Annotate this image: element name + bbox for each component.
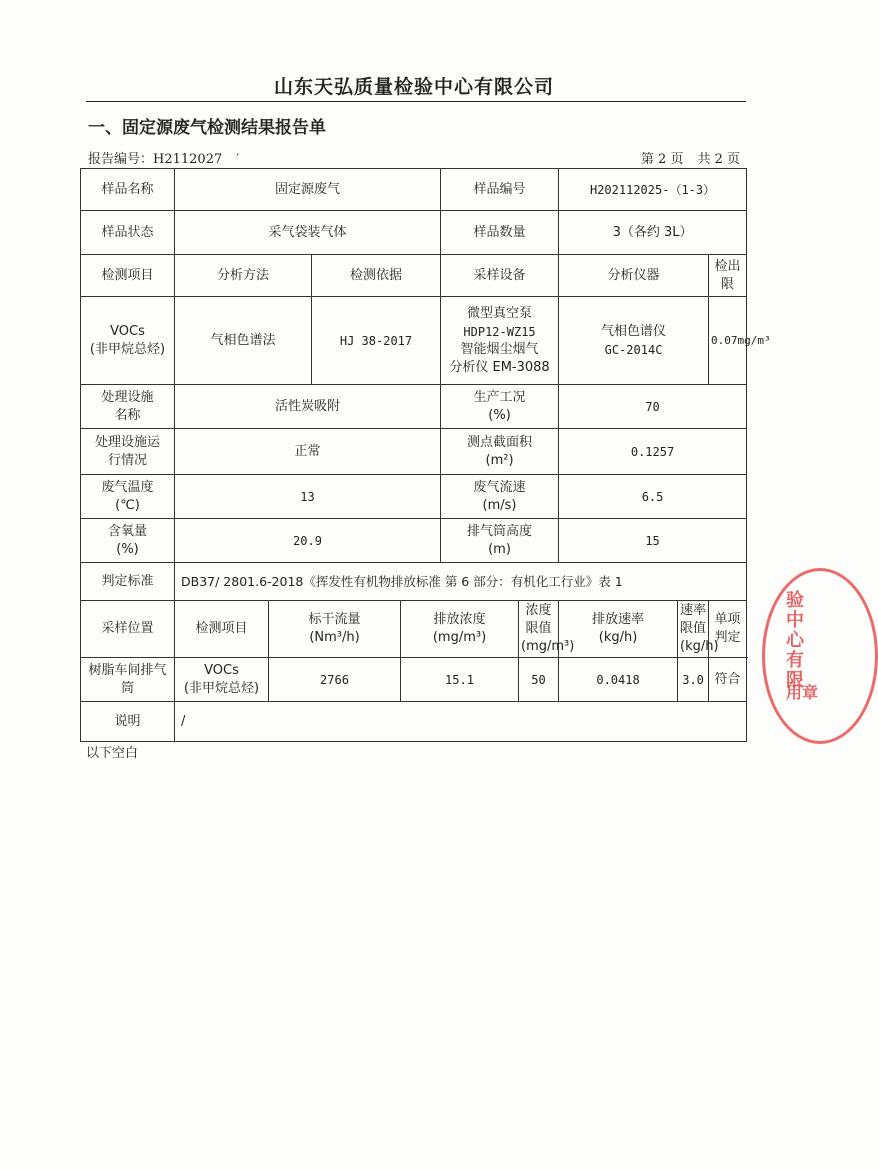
result-header: 排放速率 (kg/h): [559, 601, 678, 658]
result-header: 标干流量 (Nm³/h): [269, 601, 401, 658]
sampling-equipment: 微型真空泵 HDP12-WZ15 智能烟尘烟气 分析仪 EM-3088: [441, 297, 559, 385]
rate-limit: 3.0: [678, 658, 709, 702]
temperature-value: 13: [175, 475, 441, 519]
result-header: 排放浓度 (mg/m³): [401, 601, 519, 658]
method-header: 检测依据: [312, 255, 441, 297]
operation-value: 正常: [175, 429, 441, 475]
sample-name-label: 样品名称: [81, 169, 175, 211]
standard-value: DB37/ 2801.6-2018《挥发性有机物排放标准 第 6 部分：有机化工行业》表 1: [175, 563, 747, 601]
result-header: 单项 判定: [709, 601, 747, 658]
method-header: 检出限: [709, 255, 747, 297]
method-basis: HJ 38-2017: [312, 297, 441, 385]
temperature-label: 废气温度 (℃): [81, 475, 175, 519]
method-row: [81, 297, 747, 385]
operation-row: [81, 429, 747, 475]
report-number: 报告编号：H2112027 ′: [88, 152, 240, 167]
workload-value: 70: [559, 385, 747, 429]
facility-label: 处理设施 名称: [81, 385, 175, 429]
sample-name-row: [81, 169, 747, 211]
oxygen-value: 20.9: [175, 519, 441, 563]
height-value: 15: [559, 519, 747, 563]
workload-label: 生产工况 (%): [441, 385, 559, 429]
organization-name: 山东天弘质量检验中心有限公司: [273, 76, 554, 98]
sample-state-row: [81, 211, 747, 255]
oxygen-row: [81, 519, 747, 563]
judgement: 符合: [709, 658, 747, 702]
detection-limit: 0.07mg/m³: [709, 297, 747, 385]
report-number-text: 报告编号：H2112027: [88, 152, 223, 167]
sample-qty-value: 3（各约 3L）: [559, 211, 747, 255]
result-item: VOCs (非甲烷总烃): [175, 658, 269, 702]
sample-state-value: 采气袋装气体: [175, 211, 441, 255]
result-row: [81, 658, 747, 702]
blank-note: 以下空白: [86, 746, 139, 761]
standard-row: [81, 563, 747, 601]
page-current: 第 2 页: [640, 152, 684, 167]
seal-text: 用章: [786, 683, 819, 702]
header-rule: [86, 101, 746, 102]
emission-rate: 0.0418: [559, 658, 678, 702]
method-header: 检测项目: [81, 255, 175, 297]
remark-label: 说明: [81, 702, 175, 742]
section-title: 一、固定源废气检测结果报告单: [88, 118, 326, 138]
seal-text: 验中心有限: [783, 590, 804, 690]
sample-code-label: 样品编号: [441, 169, 559, 211]
result-header: 浓度限值 (mg/m³): [519, 601, 559, 658]
facility-value: 活性炭吸附: [175, 385, 441, 429]
method-header: 采样设备: [441, 255, 559, 297]
sample-qty-label: 样品数量: [441, 211, 559, 255]
method-header: 分析仪器: [559, 255, 709, 297]
result-header: 采样位置: [81, 601, 175, 658]
area-label: 测点截面积 (m²): [441, 429, 559, 475]
temperature-row: [81, 475, 747, 519]
page-total: 共 2 页: [697, 152, 740, 167]
area-value: 0.1257: [559, 429, 747, 475]
oxygen-label: 含氧量 (%): [81, 519, 175, 563]
sample-code-value: H202112025-（1-3）: [559, 169, 747, 211]
method-analysis: 气相色谱法: [175, 297, 312, 385]
height-label: 排气筒高度 (m): [441, 519, 559, 563]
page-info: [641, 148, 740, 167]
remark-value: /: [175, 702, 747, 742]
analysis-instrument: 气相色谱仪 GC-2014C: [559, 297, 709, 385]
speed-value: 6.5: [559, 475, 747, 519]
result-header: 速率限值 (kg/h): [678, 601, 709, 658]
result-header-row: [81, 601, 747, 658]
sampling-location: 树脂车间排气 筒: [81, 658, 175, 702]
method-item: VOCs (非甲烷总烃): [81, 297, 175, 385]
report-table: [80, 168, 771, 742]
standard-flow: 2766: [269, 658, 401, 702]
speed-label: 废气流速 (m/s): [441, 475, 559, 519]
facility-row: [81, 385, 747, 429]
method-header: 分析方法: [175, 255, 312, 297]
method-header-row: [81, 255, 747, 297]
sample-state-label: 样品状态: [81, 211, 175, 255]
operation-label: 处理设施运 行情况: [81, 429, 175, 475]
emission-concentration: 15.1: [401, 658, 519, 702]
result-header: 检测项目: [175, 601, 269, 658]
sample-name-value: 固定源废气: [175, 169, 441, 211]
standard-label: 判定标准: [81, 563, 175, 601]
concentration-limit: 50: [519, 658, 559, 702]
remark-row: [81, 702, 747, 742]
